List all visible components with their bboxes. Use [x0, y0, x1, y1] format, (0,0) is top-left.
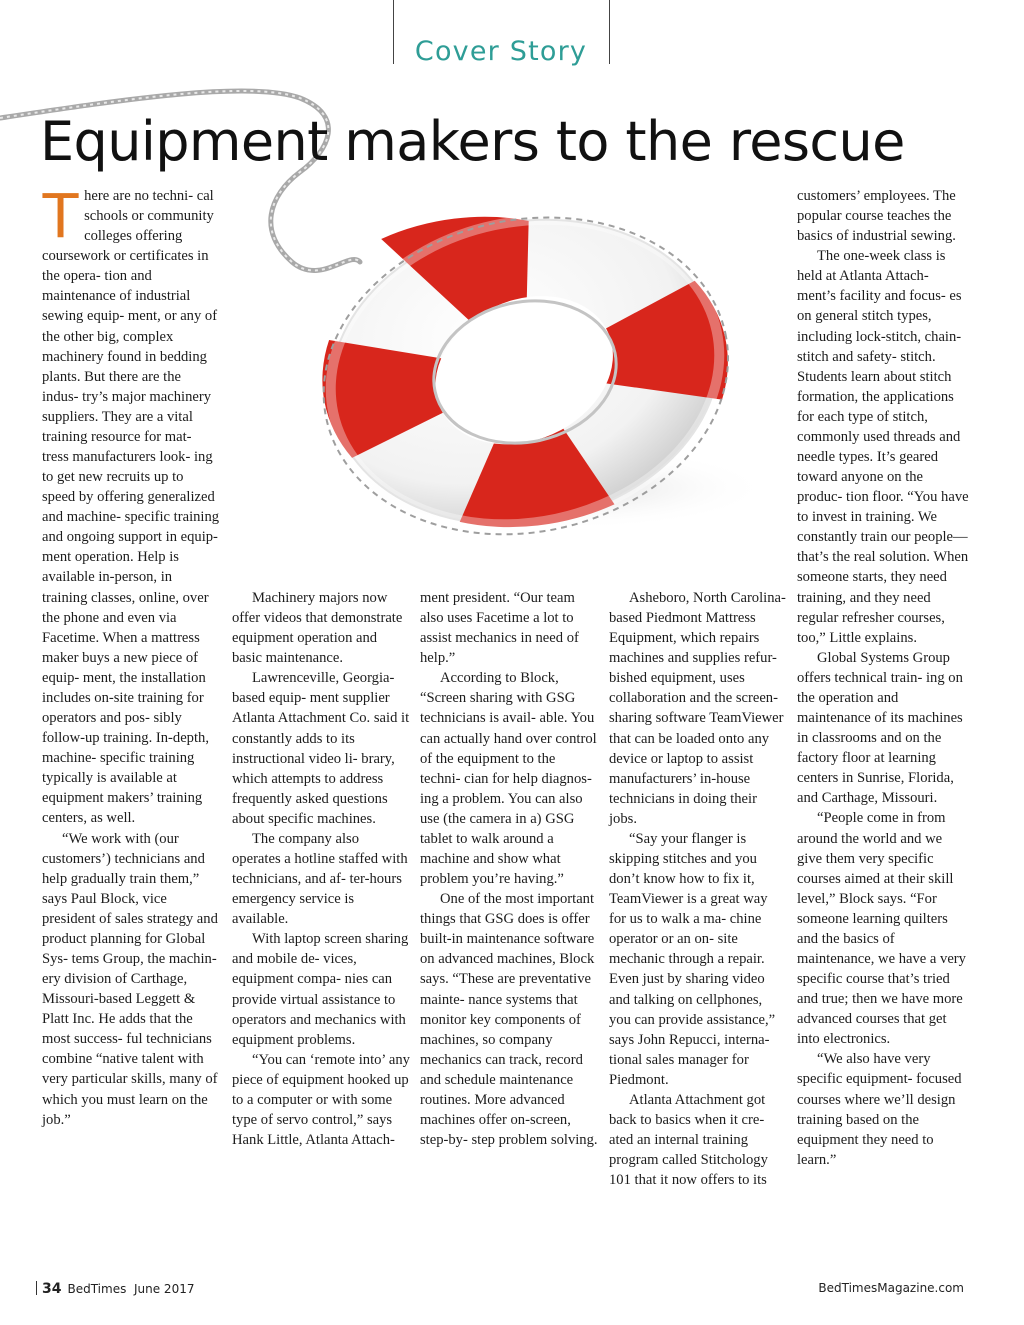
header-rule-right	[609, 0, 610, 64]
paragraph: According to Block, “Screen sharing with GSG technicians is avail- able. You can actually hand over control of the equipment to the techni- cian for help diagnos- ing a problem. You can also use (the camera in a) GSG tablet to walk around a machine and show what problem you’re having.”	[420, 670, 597, 888]
paragraph: “We also have very specific equipment- focused courses where we’ll design training based on the equipment they need to learn.”	[797, 1051, 962, 1168]
paragraph: Atlanta Attachment got back to basics when it cre- ated an internal training program called Stitchology 101 that it now offers to its	[609, 1091, 768, 1189]
section-label: Cover Story	[414, 36, 588, 67]
paragraph: One of the most important things that GSG does is offer built-in maintenance software on advanced machines, Block says. “These are preventative mainte- nance systems that monitor key components of machines, so company mechanics can track, record and schedule maintenance routines. More advanced machines offer on-screen, step-by- step problem solving.	[420, 891, 598, 1149]
drop-cap: T	[41, 179, 81, 251]
issue-date: June 2017	[133, 1282, 195, 1296]
paragraph: The one-week class is held at Atlanta Attach- ment’s facility and focus- es on general stitch types, including lock-stitch, chain-stitch and safety- stitch. Students learn about stitch formation, the applications for each type of stitch, commonly used threads and needle types. It’s geared toward anyone on the produc- tion floor. “You have to invest in training. We constantly train our people—that’s the real solution. When someone starts, they need training, and they need regular refresher courses, too,” Little explains.	[797, 248, 969, 646]
paragraph: With laptop screen sharing and mobile de- vices, equipment compa- nies can provide virtual assistance to operators and mechanics with equipment problems.	[232, 931, 409, 1048]
header-rule-left	[393, 0, 394, 64]
paragraph: Machinery majors now offer videos that demonstrate equipment operation and basic maintenance.	[232, 590, 403, 667]
paragraph: “You can ‘remote into’ any piece of equipment hooked up to a computer or with some type of servo control,” says Hank Little, Atlanta Attach-	[232, 1051, 410, 1149]
article-column-5	[797, 186, 969, 1170]
lead-paragraph-text: here are no techni- cal schools or community colleges offering coursework or certificates in the opera- tion and maintenance of industrial sewing equip- ment, or any of the other big, complex machinery found in bedding plants. But there are the indus- try’s major machinery suppliers. They are a vital training resource for mat- tress manufacturers look- ing to get new recruits up to speed by offering generalized and machine- specific training and ongoing support in equip- ment operation. Help is available in-person, in training classes, online, over the phone and even via Facetime. When a mattress maker buys a new piece of equip- ment, the installation includes on-site training for operators and pos- sibly follow-up training. In-depth, machine- specific training typically is available at equipment makers’ training centers, as well.	[42, 188, 220, 827]
footer-folio	[36, 1281, 194, 1297]
paragraph: “People come in from around the world and we give them very specific courses aimed at their skill level,” Block says. “For someone learning quilters and the basics of maintenance, we have a very specific course that’s tried and true; then we have more advanced courses that get into electronics.	[797, 810, 966, 1048]
headline: Equipment makers to the rescue	[40, 110, 905, 173]
folio-divider	[36, 1281, 37, 1295]
paragraph: Asheboro, North Carolina-based Piedmont Mattress Equipment, which repairs machines and supplies refur- bished equipment, uses collaboration and the screen-sharing software TeamViewer that can be loaded onto any device or laptop to assist manufacturers’ in-house technicians in doing their jobs.	[609, 590, 786, 827]
footer-website: BedTimesMagazine.com	[818, 1281, 964, 1295]
publication-name: BedTimes	[67, 1282, 127, 1296]
lead-paragraph	[41, 179, 220, 829]
paragraph-continued: customers’ employees. The popular course teaches the basics of industrial sewing.	[797, 188, 956, 245]
paragraph: The company also operates a hotline staffed with technicians, and af- ter-hours emergency service is available.	[232, 830, 408, 928]
article-column-1	[41, 179, 220, 1130]
article-column-3	[420, 588, 598, 1150]
paragraph-continued: ment president. “Our team also uses Facetime a lot to assist mechanics in need of help.”	[420, 590, 579, 667]
paragraph: Lawrenceville, Georgia-based equip- ment supplier Atlanta Attachment Co. said it constantly adds to its instructional video li- brary, which attempts to address frequently asked questions about specific machines.	[232, 670, 410, 827]
article-column-2	[232, 588, 410, 1150]
paragraph: “Say your flanger is skipping stitches and you don’t know how to fix it, TeamViewer is a great way for us to walk a ma- chine operator or an on- site mechanic through a repair. Even just by sharing video and talking on cellphones, you can provide assistance,” says John Repucci, interna- tional sales manager for Piedmont.	[609, 830, 776, 1088]
article-column-4	[609, 588, 787, 1190]
paragraph: Global Systems Group offers technical train- ing on the operation and maintenance of its machines in classrooms and on the factory floor at learning centers in Sunrise, Florida, and Carthage, Missouri.	[797, 649, 963, 807]
paragraph: “We work with (our customers’) technicians and help gradually train them,” says Paul Block, vice president of sales strategy and product planning for Global Sys- tems Group, the machin- ery division of Carthage, Missouri-based Leggett & Platt Inc. He adds that the most success- ful technicians combine “native talent with very particular skills, many of which you must learn on the job.”	[42, 830, 218, 1128]
page-number: 34	[42, 1281, 62, 1297]
